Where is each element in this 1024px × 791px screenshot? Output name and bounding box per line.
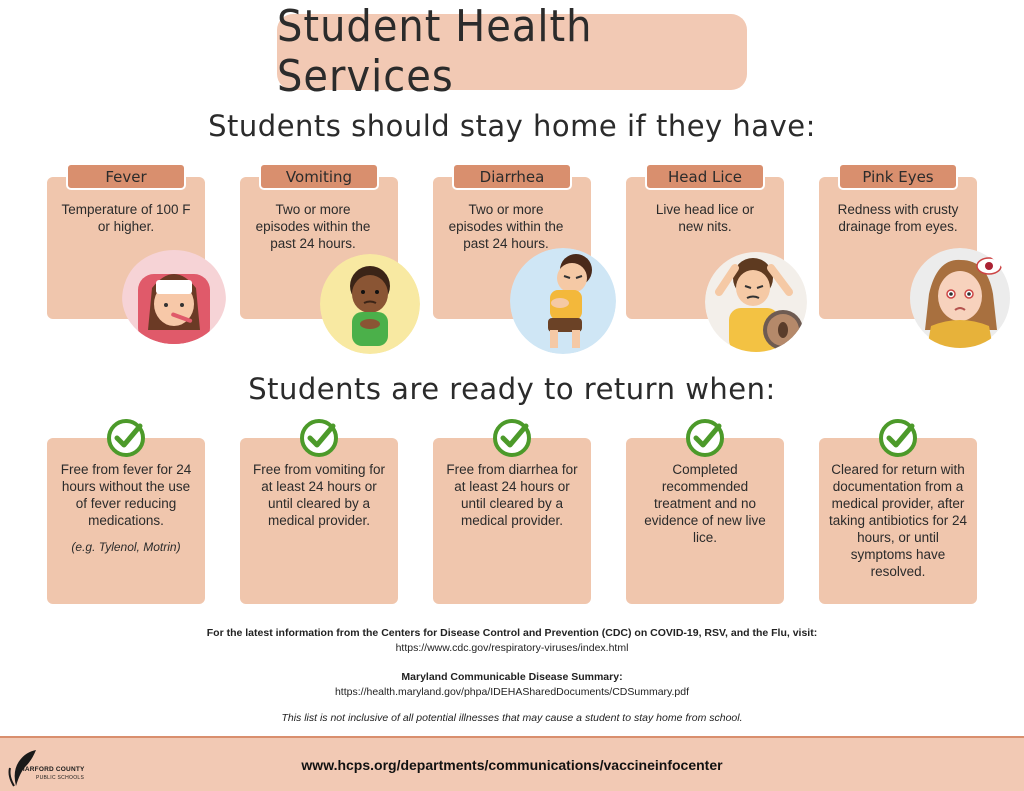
tab-vomiting: Vomiting <box>259 163 379 190</box>
return-text: Completed recommended treatment and no evidence of new live lice. <box>644 462 766 545</box>
condition-text: Temperature of 100 F or higher. <box>61 202 191 234</box>
check-circle-icon <box>299 418 339 458</box>
return-card-pink-eyes <box>819 438 977 604</box>
condition-text: Live head lice or new nits. <box>655 202 755 234</box>
tab-fever: Fever <box>66 163 186 190</box>
medication-note: (e.g. Tylenol, Motrin) <box>71 540 181 554</box>
cdc-link[interactable]: https://www.cdc.gov/respiratory-viruses/index.html <box>395 642 629 654</box>
vomiting-child-illustration <box>320 254 420 354</box>
bottom-bar <box>0 736 1024 791</box>
maryland-summary-link[interactable]: https://health.maryland.gov/phpa/IDEHASharedDocuments/CDSummary.pdf <box>334 686 690 698</box>
logo-text-schools: PUBLIC SCHOOLS <box>36 775 85 781</box>
return-card-fever <box>47 438 205 604</box>
check-circle-icon <box>685 418 725 458</box>
stay-home-heading: Students should stay home if they have: <box>208 109 816 143</box>
maryland-summary-title: Maryland Communicable Disease Summary: <box>401 671 623 683</box>
return-text-wrap <box>55 461 197 556</box>
condition-text: Redness with crusty drainage from eyes. <box>837 202 959 234</box>
condition-text: Two or more episodes within the past 24 hours. <box>448 202 564 251</box>
check-circle-icon <box>106 418 146 458</box>
fever-child-illustration <box>122 250 226 344</box>
disclaimer-text: This list is not inclusive of all potential illnesses that may cause a student to stay home from school. <box>281 712 743 724</box>
diarrhea-child-illustration <box>510 248 616 354</box>
page-title: Student Health Services <box>277 2 593 102</box>
check-circle-icon <box>492 418 532 458</box>
return-text: Free from fever for 24 hours without the use of fever reducing medications. <box>60 462 192 528</box>
logo-text-county: HARFORD COUNTY <box>20 766 85 773</box>
cdc-info-text: For the latest information from the Centers for Disease Control and Prevention (CDC) on COVID-19, RSV, and the Flu, visit: <box>206 627 818 639</box>
return-card-vomiting <box>240 438 398 604</box>
tab-pink-eyes: Pink Eyes <box>838 163 958 190</box>
title-banner <box>277 2 747 102</box>
return-text: Free from diarrhea for at least 24 hours or until cleared by a medical provider. <box>446 462 578 528</box>
return-text: Cleared for return with documentation from a medical provider, after taking antibiotics for 24 hours, or until symptoms have resolved. <box>828 462 968 579</box>
return-card-diarrhea <box>433 438 591 604</box>
head-lice-child-illustration <box>705 252 807 352</box>
tab-head-lice: Head Lice <box>645 163 765 190</box>
return-heading: Students are ready to return when: <box>248 372 776 406</box>
pink-eye-child-illustration <box>907 248 1013 348</box>
return-card-head-lice <box>626 438 784 604</box>
tab-diarrhea: Diarrhea <box>452 163 572 190</box>
vaccine-info-link[interactable]: www.hcps.org/departments/communications/vaccineinfocenter <box>301 757 723 773</box>
return-text: Free from vomiting for at least 24 hours or until cleared by a medical provider. <box>252 462 386 528</box>
check-circle-icon <box>878 418 918 458</box>
condition-text: Two or more episodes within the past 24 hours. <box>255 202 371 251</box>
